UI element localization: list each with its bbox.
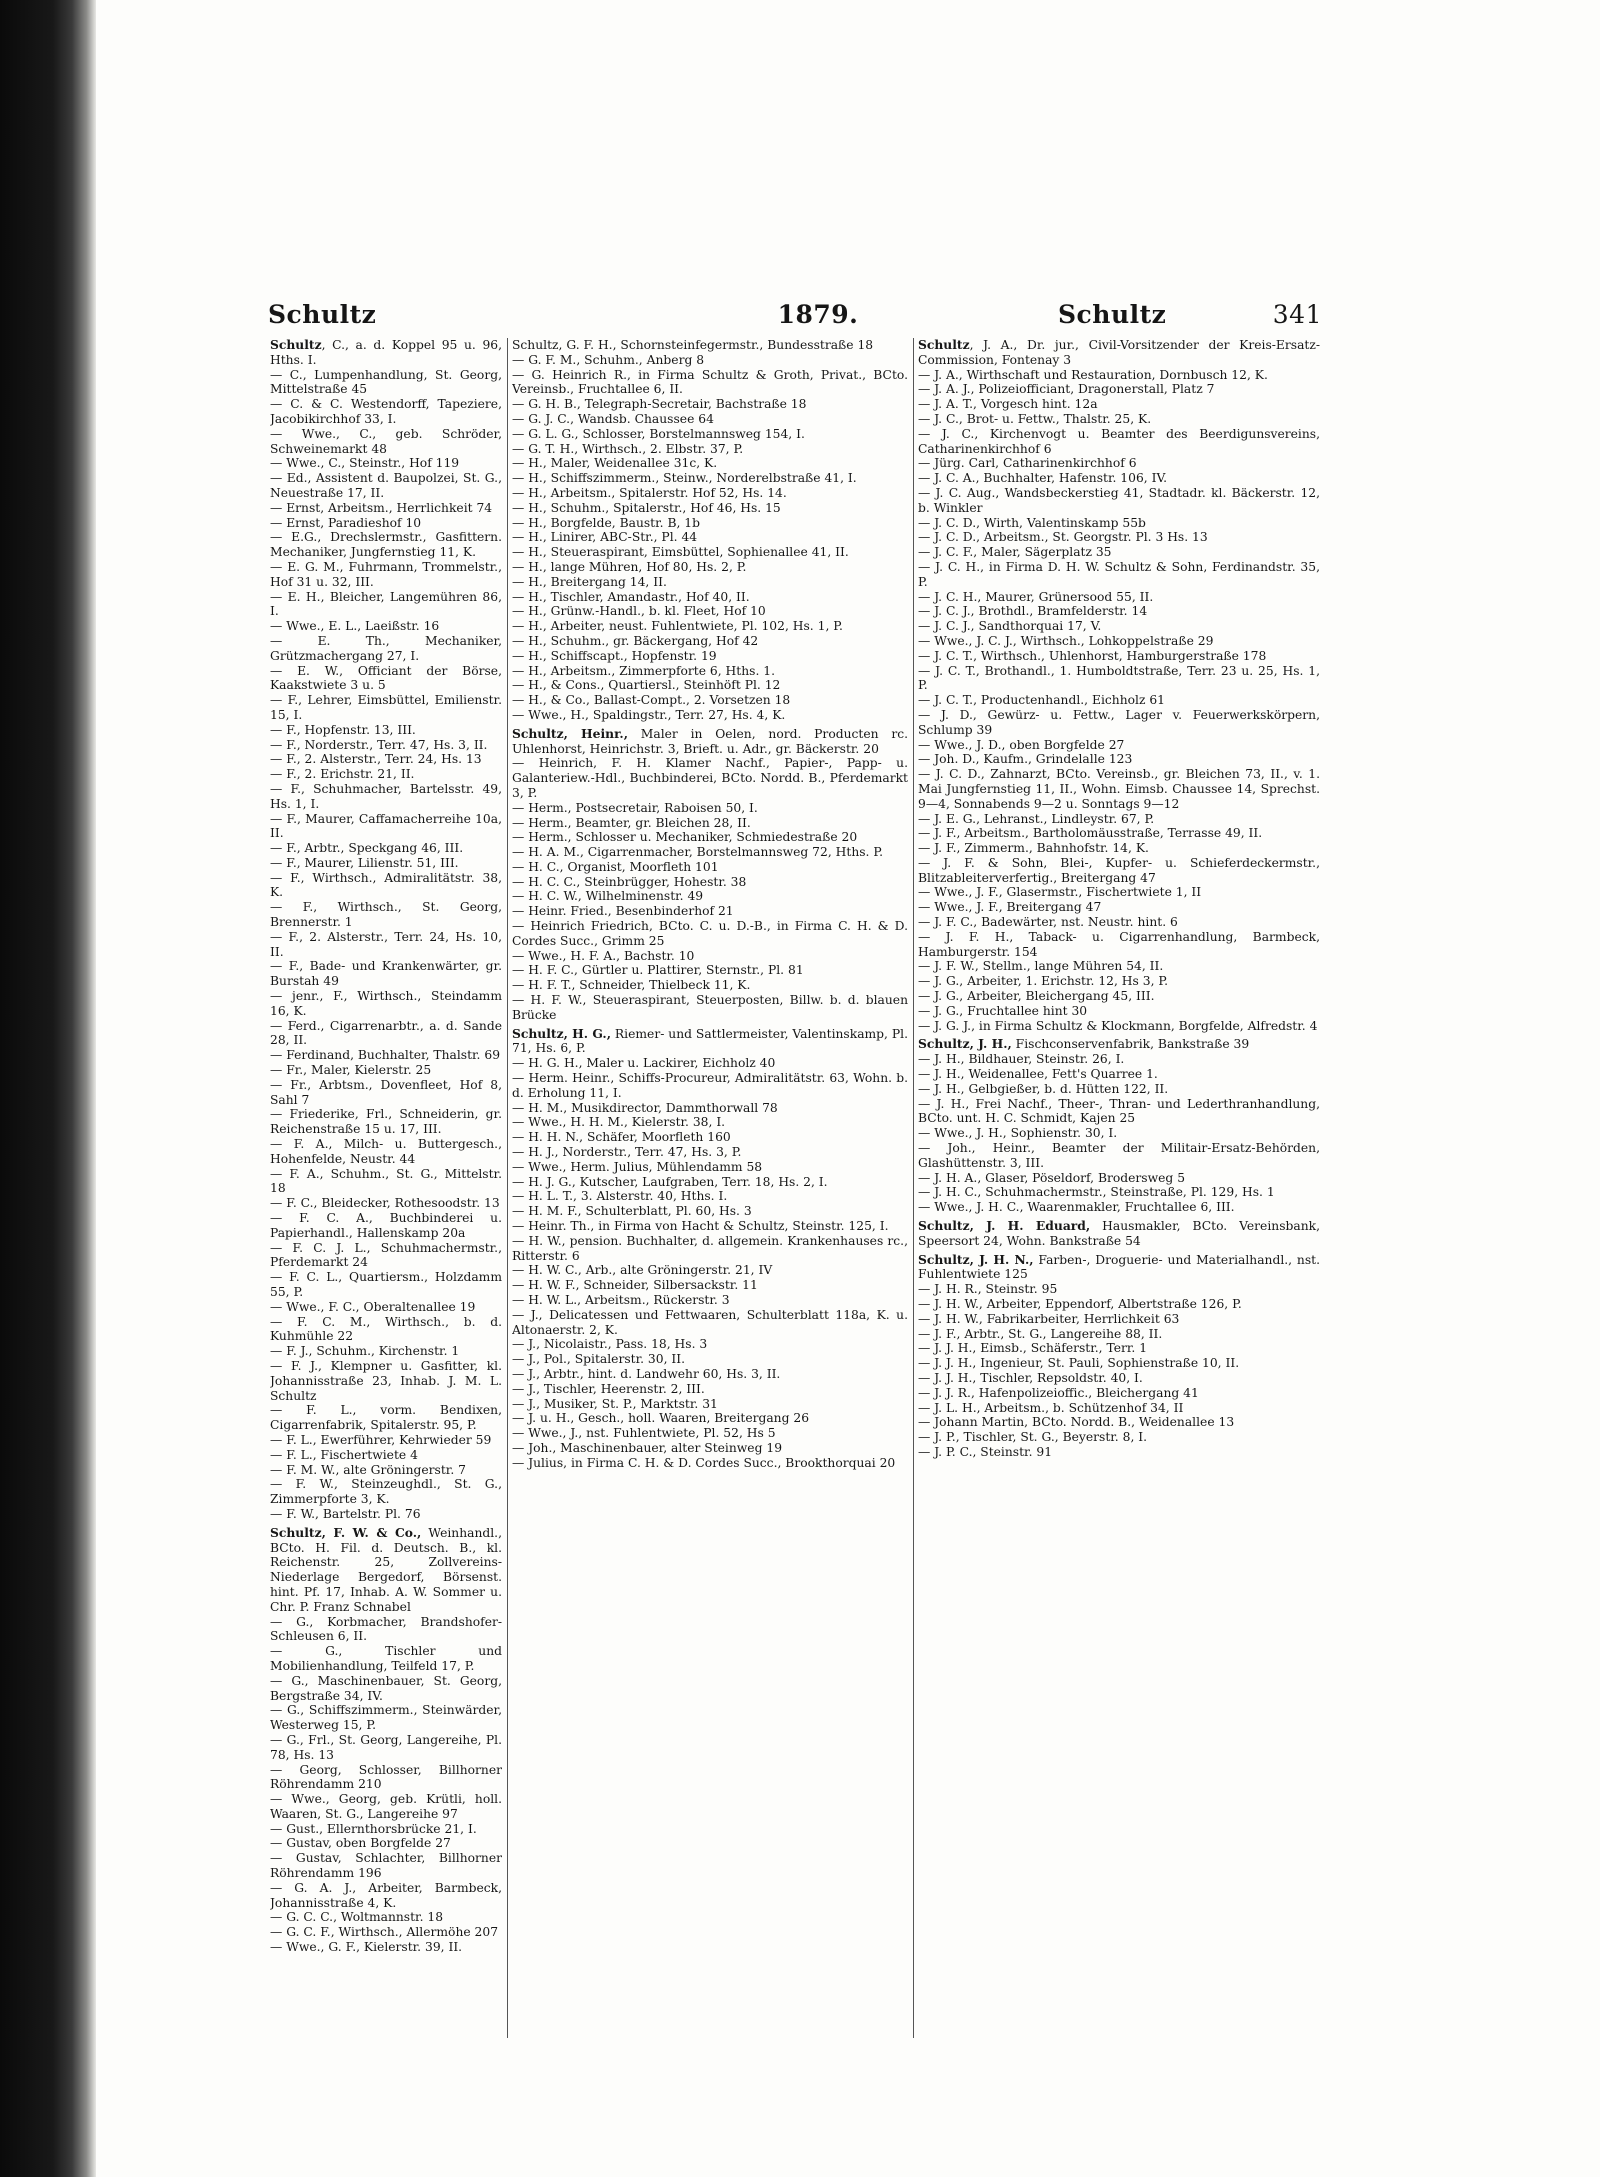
directory-entry: — Heinrich, F. H. Klamer Nachf., Papier-, Papp- u. Galanteriew.-Hdl., Buchbinderei, BCto. Nordd. B., Pferdemarkt 3, P. bbox=[512, 756, 908, 800]
directory-entry: — E. W., Officiant der Börse, Kaakstwiete 3 u. 5 bbox=[270, 663, 502, 693]
directory-entry: — F., Norderstr., Terr. 47, Hs. 3, II. bbox=[270, 737, 488, 752]
directory-entry: — F. J., Schuhm., Kirchenstr. 1 bbox=[270, 1344, 460, 1359]
directory-entry: — G. A. J., Arbeiter, Barmbeck, Johannisstraße 4, K. bbox=[270, 1880, 502, 1910]
directory-entry: — J., Delicatessen und Fettwaaren, Schulterblatt 118a, K. u. Altonaerstr. 2, K. bbox=[512, 1307, 908, 1337]
directory-entry: — J. F., Zimmerm., Bahnhofstr. 14, K. bbox=[918, 841, 1149, 856]
directory-entry: — J. H., Bildhauer, Steinstr. 26, I. bbox=[918, 1052, 1125, 1067]
directory-entry: Schultz, G. F. H., Schornsteinfegermstr., Bundesstraße 18 bbox=[512, 338, 874, 352]
directory-entry: — F., Arbtr., Speckgang 46, III. bbox=[270, 841, 464, 856]
directory-entry: — G. T. H., Wirthsch., 2. Elbstr. 37, P. bbox=[512, 441, 744, 456]
directory-entry: — J., Musiker, St. P., Marktstr. 31 bbox=[512, 1396, 718, 1411]
directory-entry: — Gustav, oben Borgfelde 27 bbox=[270, 1836, 451, 1851]
directory-entry: — J. C. H., Maurer, Grünersood 55, II. bbox=[918, 589, 1154, 604]
directory-entry: — F. L., Fischertwiete 4 bbox=[270, 1447, 418, 1462]
directory-entry: — Heinr. Fried., Besenbinderhof 21 bbox=[512, 904, 734, 919]
directory-entry: — J. G. J., in Firma Schultz & Klockmann, Borgfelde, Alfredstr. 4 bbox=[918, 1018, 1318, 1033]
directory-entry: — G., Schiffszimmerm., Steinwärder, Westerweg 15, P. bbox=[270, 1703, 502, 1733]
directory-entry: — J. J. H., Tischler, Repsoldstr. 40, I. bbox=[918, 1370, 1143, 1385]
directory-entry: — H., Maler, Weidenallee 31c, K. bbox=[512, 456, 718, 471]
directory-entry: — J. C. T., Wirthsch., Uhlenhorst, Hamburgerstraße 178 bbox=[918, 648, 1267, 663]
directory-entry: Schultz, J. H. Eduard, Hausmakler, BCto. Vereinsbank, Speersort 24, Wohn. Bankstraße 54 bbox=[918, 1218, 1320, 1248]
directory-entry: — J. J. H., Ingenieur, St. Pauli, Sophienstraße 10, II. bbox=[918, 1356, 1240, 1371]
directory-entry: — F., Maurer, Lilienstr. 51, III. bbox=[270, 855, 459, 870]
directory-entry: — J. A., Wirthschaft und Restauration, Dornbusch 12, K. bbox=[918, 367, 1268, 382]
page-number: 341 bbox=[1272, 300, 1322, 329]
directory-entry: — H., Schuhm., gr. Bäckergang, Hof 42 bbox=[512, 633, 759, 648]
directory-entry: — Wwe., C., Steinstr., Hof 119 bbox=[270, 456, 460, 471]
directory-entry: — F., 2. Alsterstr., Terr. 24, Hs. 10, II. bbox=[270, 929, 502, 959]
directory-entry: — H. C., Organist, Moorfleth 101 bbox=[512, 859, 719, 874]
directory-entry: Schultz, J. A., Dr. jur., Civil-Vorsitzender der Kreis-Ersatz-Commission, Fontenay 3 bbox=[918, 338, 1320, 367]
directory-entry: — H. F. T., Schneider, Thielbeck 11, K. bbox=[512, 978, 751, 993]
directory-entry: — J. H. W., Fabrikarbeiter, Herrlichkeit 63 bbox=[918, 1311, 1180, 1326]
directory-entry: — G. C. F., Wirthsch., Allermöhe 207 bbox=[270, 1925, 499, 1940]
directory-entry: — G., Tischler und Mobilienhandlung, Teilfeld 17, P. bbox=[270, 1644, 502, 1673]
column-rule bbox=[507, 338, 508, 2038]
directory-entry: — Joh., Heinr., Beamter der Militair-Ersatz-Behörden, Glashüttenstr. 3, III. bbox=[918, 1141, 1320, 1170]
directory-entry: — H., Arbeitsm., Zimmerpforte 6, Hths. 1. bbox=[512, 663, 776, 678]
directory-entry: — H. M. F., Schulterblatt, Pl. 60, Hs. 3 bbox=[512, 1204, 752, 1219]
directory-entry: — Joh., Maschinenbauer, alter Steinweg 19 bbox=[512, 1440, 783, 1455]
directory-entry: — F., Bade- und Krankenwärter, gr. Burstah 49 bbox=[270, 959, 502, 989]
directory-entry: — Wwe., H. F. A., Bachstr. 10 bbox=[512, 948, 695, 963]
directory-entry: — J. H., Frei Nachf., Theer-, Thran- und Lederthranhandlung, BCto. unt. H. C. Schmidt, Kajen 25 bbox=[918, 1096, 1320, 1126]
directory-entry: — J. C. A., Buchhalter, Hafenstr. 106, IV. bbox=[918, 471, 1168, 486]
directory-entry: — Wwe., Herm. Julius, Mühlendamm 58 bbox=[512, 1159, 763, 1174]
directory-entry: — Herm. Heinr., Schiffs-Procureur, Admiralitätstr. 63, Wohn. b. d. Erholung 11, I. bbox=[512, 1071, 908, 1100]
directory-entry: — Ernst, Paradieshof 10 bbox=[270, 515, 422, 530]
directory-entry: — J., Tischler, Heerenstr. 2, III. bbox=[512, 1381, 705, 1396]
directory-entry: — Heinr. Th., in Firma von Hacht & Schultz, Steinstr. 125, I. bbox=[512, 1219, 889, 1234]
directory-entry: — J. G., Arbeiter, Bleichergang 45, III. bbox=[918, 989, 1155, 1004]
directory-entry: — H. M., Musikdirector, Dammthorwall 78 bbox=[512, 1100, 778, 1115]
directory-entry: — H., Grünw.-Handl., b. kl. Fleet, Hof 10 bbox=[512, 604, 766, 619]
directory-entry: Schultz, J. H., Fischconservenfabrik, Bankstraße 39 bbox=[918, 1036, 1250, 1052]
column-rule bbox=[913, 338, 914, 2038]
directory-entry: — Gustav, Schlachter, Billhorner Röhrendamm 196 bbox=[270, 1851, 502, 1881]
directory-entry: — H., Steueraspirant, Eimsbüttel, Sophienallee 41, II. bbox=[512, 545, 849, 560]
directory-entry: — Heinrich Friedrich, BCto. C. u. D.-B., in Firma C. H. & D. Cordes Succ., Grimm 25 bbox=[512, 919, 908, 948]
directory-entry: — J. P. C., Steinstr. 91 bbox=[918, 1444, 1053, 1459]
directory-entry: — Fr., Maler, Kielerstr. 25 bbox=[270, 1063, 432, 1078]
directory-entry: — J. C. Aug., Wandsbeckerstieg 41, Stadtadr. kl. Bäckerstr. 12, b. Winkler bbox=[918, 485, 1320, 515]
directory-entry: — H. F. W., Steueraspirant, Steuerposten, Billw. b. d. blauen Brücke bbox=[512, 993, 908, 1022]
directory-entry: — G., Frl., St. Georg, Langereihe, Pl. 78, Hs. 13 bbox=[270, 1732, 502, 1762]
directory-entry: — C., Lumpenhandlung, St. Georg, Mittelstraße 45 bbox=[270, 367, 502, 397]
directory-entry: — Herm., Postsecretair, Raboisen 50, I. bbox=[512, 800, 758, 815]
directory-entry: — H., Arbeitsm., Spitalerstr. Hof 52, Hs. 14. bbox=[512, 485, 787, 500]
directory-entry: — H. F. C., Gürtler u. Plattirer, Sternstr., Pl. 81 bbox=[512, 963, 804, 978]
page-header bbox=[268, 300, 1322, 334]
directory-entry: — F. L., Ewerführer, Kehrwieder 59 bbox=[270, 1432, 492, 1447]
directory-entry: — E. G. M., Fuhrmann, Trommelstr., Hof 31 u. 32, III. bbox=[270, 559, 502, 589]
directory-entry: — H. H. N., Schäfer, Moorfleth 160 bbox=[512, 1130, 731, 1145]
directory-entry: — H., & Cons., Quartiersl., Steinhöft Pl. 12 bbox=[512, 678, 781, 693]
directory-entry: — J. G., Arbeiter, 1. Erichstr. 12, Hs 3, P. bbox=[918, 974, 1169, 989]
directory-entry: Schultz, F. W. & Co., Weinhandl., BCto. H. Fil. d. Deutsch. B., kl. Reichenstr. 25, Zollvereins-Niederlage Bergedorf, Börsenst. hint. Pf. 17, Inhab. A. W. Sommer u. Chr. P. Franz Schnabel bbox=[270, 1524, 502, 1614]
directory-entry: — G., Korbmacher, Brandshofer-Schleusen 6, II. bbox=[270, 1614, 502, 1644]
directory-entry: — J. F. & Sohn, Blei-, Kupfer- u. Schieferdeckermstr., Blitzableiterverfertig., Breitergang 47 bbox=[918, 855, 1320, 885]
directory-entry: — Wwe., E. L., Laeißstr. 16 bbox=[270, 619, 440, 634]
directory-entry: — H. C. W., Wilhelminenstr. 49 bbox=[512, 889, 704, 904]
directory-entry: — H. W., pension. Buchhalter, d. allgemein. Krankenhauses rc., Ritterstr. 6 bbox=[512, 1233, 908, 1263]
directory-entry: — Wwe., J. F., Breitergang 47 bbox=[918, 900, 1102, 915]
directory-entry: — J. C. T., Productenhandl., Eichholz 61 bbox=[918, 693, 1165, 708]
directory-entry: — G. L. G., Schlosser, Borstelmannsweg 154, I. bbox=[512, 426, 805, 441]
directory-entry: — J. J. R., Hafenpolizeioffic., Bleichergang 41 bbox=[918, 1385, 1199, 1400]
directory-entry: — H. A. M., Cigarrenmacher, Borstelmannsweg 72, Hths. P. bbox=[512, 845, 884, 860]
directory-entry: — E. Th., Mechaniker, Grützmachergang 27, I. bbox=[270, 633, 502, 663]
directory-entry: — H., Schiffszimmerm., Steinw., Norderelbstraße 41, I. bbox=[512, 471, 857, 486]
directory-entry: — Ferd., Cigarrenarbtr., a. d. Sande 28, II. bbox=[270, 1018, 502, 1048]
directory-entry: — F., Wirthsch., St. Georg, Brennerstr. 1 bbox=[270, 900, 502, 930]
directory-entry: — J. C. J., Sandthorquai 17, V. bbox=[918, 619, 1102, 634]
directory-entry: — H., & Co., Ballast-Compt., 2. Vorsetzen 18 bbox=[512, 693, 791, 708]
directory-entry: — J. C. D., Arbeitsm., St. Georgstr. Pl. 3 Hs. 13 bbox=[918, 530, 1208, 545]
directory-entry: — J. F. W., Stellm., lange Mühren 54, II. bbox=[918, 959, 1164, 974]
directory-entry: — F. M. W., alte Gröningerstr. 7 bbox=[270, 1462, 466, 1477]
directory-entry: — J. H. W., Arbeiter, Eppendorf, Albertstraße 126, P. bbox=[918, 1297, 1242, 1311]
directory-entry: — Gust., Ellernthorsbrücke 21, I. bbox=[270, 1821, 477, 1836]
directory-entry: — F., Hopfenstr. 13, III. bbox=[270, 722, 416, 737]
directory-entry: — J. A. J., Polizeiofficiant, Dragonerstall, Platz 7 bbox=[918, 382, 1215, 397]
directory-entry: Schultz, C., a. d. Koppel 95 u. 96, Hths. I. bbox=[270, 338, 502, 367]
directory-entry: — J. u. H., Gesch., holl. Waaren, Breitergang 26 bbox=[512, 1411, 810, 1426]
directory-entry: — F., Schuhmacher, Bartelsstr. 49, Hs. 1, I. bbox=[270, 781, 502, 811]
directory-entry: — J. J. H., Eimsb., Schäferstr., Terr. 1 bbox=[918, 1341, 1148, 1356]
directory-entry: — J. G., Fruchtallee hint 30 bbox=[918, 1003, 1088, 1018]
directory-entry: — H. W. F., Schneider, Silbersackstr. 11 bbox=[512, 1278, 758, 1293]
directory-entry: — J. H. R., Steinstr. 95 bbox=[918, 1282, 1058, 1297]
directory-entry: — J. C., Kirchenvogt u. Beamter des Beerdigunsvereins, Catharinenkirchhof 6 bbox=[918, 426, 1320, 456]
directory-entry: — J. F. H., Taback- u. Cigarrenhandlung, Barmbeck, Hamburgerstr. 154 bbox=[918, 929, 1320, 959]
directory-entry: — E. H., Bleicher, Langemühren 86, I. bbox=[270, 589, 502, 619]
directory-entry: Schultz, H. G., Riemer- und Sattlermeister, Valentinskamp, Pl. 71, Hs. 6, P. bbox=[512, 1025, 908, 1056]
directory-entry: — H. J. G., Kutscher, Laufgraben, Terr. 18, Hs. 2, I. bbox=[512, 1174, 828, 1189]
directory-entry: — F., Lehrer, Eimsbüttel, Emilienstr. 15, I. bbox=[270, 693, 502, 722]
directory-entry: — Wwe., Georg, geb. Krütli, holl. Waaren, St. G., Langereihe 97 bbox=[270, 1792, 502, 1821]
directory-entry: — Jürg. Carl, Catharinenkirchhof 6 bbox=[918, 456, 1137, 471]
directory-entry: — J., Nicolaistr., Pass. 18, Hs. 3 bbox=[512, 1337, 708, 1352]
directory-entry: — Herm., Beamter, gr. Bleichen 28, II. bbox=[512, 815, 751, 830]
directory-entry: — Johann Martin, BCto. Nordd. B., Weidenallee 13 bbox=[918, 1415, 1235, 1430]
directory-entry: — F. C. A., Buchbinderei u. Papierhandl., Hallenskamp 20a bbox=[270, 1211, 502, 1240]
directory-entry: — G. Heinrich R., in Firma Schultz & Groth, Privat., BCto. Vereinsb., Fruchtallee 6, II. bbox=[512, 367, 908, 397]
directory-entry: — Ferdinand, Buchhalter, Thalstr. 69 bbox=[270, 1048, 501, 1063]
directory-entry: — H., Arbeiter, neust. Fuhlentwiete, Pl. 102, Hs. 1, P. bbox=[512, 619, 843, 634]
directory-entry: — F., 2. Alsterstr., Terr. 24, Hs. 13 bbox=[270, 752, 482, 767]
directory-entry: — H. W. C., Arb., alte Gröningerstr. 21, IV bbox=[512, 1263, 773, 1278]
directory-entry: — J., Arbtr., hint. d. Landwehr 60, Hs. 3, II. bbox=[512, 1366, 781, 1381]
directory-entry: — J. C. D., Zahnarzt, BCto. Vereinsb., gr. Bleichen 73, II., v. 1. Mai Jungfernstieg 11, II., Wohn. Eimsb. Chaussee 14, Sprechst. 9—4, Sonnabends 9—2 u. Sonntags 9—12 bbox=[918, 767, 1320, 811]
directory-entry: — Wwe., H., Spaldingstr., Terr. 27, Hs. 4, K. bbox=[512, 707, 786, 722]
directory-entry: — H., Linirer, ABC-Str., Pl. 44 bbox=[512, 530, 698, 545]
directory-entry: — H. G. H., Maler u. Lackirer, Eichholz 40 bbox=[512, 1056, 776, 1071]
directory-entry: — F., 2. Erichstr. 21, II. bbox=[270, 767, 415, 782]
directory-entry: — H. L. T., 3. Alsterstr. 40, Hths. I. bbox=[512, 1189, 728, 1204]
directory-entry: — Herm., Schlosser u. Mechaniker, Schmiedestraße 20 bbox=[512, 830, 858, 845]
directory-entry: — J. C. T., Brothandl., 1. Humboldtstraße, Terr. 23 u. 25, Hs. 1, P. bbox=[918, 663, 1320, 693]
directory-entry: — J. L. H., Arbeitsm., b. Schützenhof 34, II bbox=[918, 1400, 1184, 1415]
directory-entry: — F., Maurer, Caffamacherreihe 10a, II. bbox=[270, 811, 502, 841]
directory-entry: — Joh. D., Kaufm., Grindelalle 123 bbox=[918, 752, 1133, 767]
column-3 bbox=[918, 338, 1320, 2058]
directory-entry: Schultz, J. H. N., Farben-, Droguerie- und Materialhandl., nst. Fuhlentwiete 125 bbox=[918, 1251, 1320, 1282]
directory-entry: — J., Pol., Spitalerstr. 30, II. bbox=[512, 1352, 686, 1367]
directory-entry: — H. W. L., Arbeitsm., Rückerstr. 3 bbox=[512, 1293, 730, 1307]
directory-entry: — H., Schiffscapt., Hopfenstr. 19 bbox=[512, 648, 717, 663]
directory-entry: — F., Wirthsch., Admiralitätstr. 38, K. bbox=[270, 870, 502, 900]
directory-entry: — Wwe., F. C., Oberaltenallee 19 bbox=[270, 1299, 476, 1314]
directory-entry: — Julius, in Firma C. H. & D. Cordes Succ., Brookthorquai 20 bbox=[512, 1455, 896, 1470]
directory-entry: — J. C. D., Wirth, Valentinskamp 55b bbox=[918, 515, 1146, 530]
directory-entry: — G. F. M., Schuhm., Anberg 8 bbox=[512, 352, 705, 367]
directory-entry: — E.G., Drechslermstr., Gasfittern. Mechaniker, Jungfernstieg 11, K. bbox=[270, 530, 502, 560]
directory-entry: — Wwe., C., geb. Schröder, Schweinemarkt 48 bbox=[270, 426, 502, 456]
directory-entry: — F. C. M., Wirthsch., b. d. Kuhmühle 22 bbox=[270, 1314, 502, 1344]
directory-entry: — J. F. C., Badewärter, nst. Neustr. hint. 6 bbox=[918, 915, 1178, 930]
directory-entry: — F. C. L., Quartiersm., Holzdamm 55, P. bbox=[270, 1270, 502, 1299]
directory-entry: — J. F., Arbeitsm., Bartholomäusstraße, Terrasse 49, II. bbox=[918, 826, 1263, 841]
directory-entry: — H., Borgfelde, Baustr. B, 1b bbox=[512, 515, 701, 530]
directory-entry: — F. A., Schuhm., St. G., Mittelstr. 18 bbox=[270, 1166, 502, 1196]
header-year: 1879. bbox=[777, 300, 859, 329]
directory-entry: — Wwe., G. F., Kielerstr. 39, II. bbox=[270, 1940, 463, 1955]
directory-entry: — G. C. C., Woltmannstr. 18 bbox=[270, 1910, 444, 1925]
book-spine-shadow bbox=[0, 0, 96, 2177]
directory-entry: — J. C., Brot- u. Fettw., Thalstr. 25, K. bbox=[918, 411, 1152, 426]
directory-entry: — F. W., Bartelstr. Pl. 76 bbox=[270, 1506, 421, 1521]
directory-entry: — J. C. J., Brothdl., Bramfelderstr. 14 bbox=[918, 604, 1148, 619]
directory-entry: — Wwe., J. C. J., Wirthsch., Lohkoppelstraße 29 bbox=[918, 633, 1214, 648]
header-right-keyword: Schultz bbox=[1058, 300, 1167, 329]
directory-entry: — J. H., Weidenallee, Fett's Quarree 1. bbox=[918, 1067, 1158, 1082]
directory-entry: — F. C. J. L., Schuhmachermstr., Pferdemarkt 24 bbox=[270, 1240, 502, 1270]
directory-entry: — G. H. B., Telegraph-Secretair, Bachstraße 18 bbox=[512, 397, 807, 412]
directory-entry: — J. H., Gelbgießer, b. d. Hütten 122, II. bbox=[918, 1081, 1169, 1096]
directory-entry: Schultz, Heinr., Maler in Oelen, nord. Producten rc. Uhlenhorst, Heinrichstr. 3, Brieft. u. Adr., gr. Bäckerstr. 20 bbox=[512, 725, 908, 756]
directory-entry: — Wwe., H. H. M., Kielerstr. 38, I. bbox=[512, 1115, 726, 1130]
directory-entry: — Wwe., J. H., Sophienstr. 30, I. bbox=[918, 1126, 1118, 1141]
directory-entry: — F. J., Klempner u. Gasfitter, kl. Johannisstraße 23, Inhab. J. M. L. Schultz bbox=[270, 1358, 502, 1403]
directory-entry: — J. C. F., Maler, Sägerplatz 35 bbox=[918, 545, 1112, 560]
directory-entry: — H., Breitergang 14, II. bbox=[512, 574, 667, 589]
directory-entry: — C. & C. Westendorff, Tapeziere, Jacobikirchhof 33, I. bbox=[270, 397, 502, 426]
directory-entry: — J. H. A., Glaser, Pöseldorf, Brodersweg 5 bbox=[918, 1170, 1186, 1185]
directory-entry: — J. P., Tischler, St. G., Beyerstr. 8, I. bbox=[918, 1430, 1148, 1445]
directory-entry: — Friederike, Frl., Schneiderin, gr. Reichenstraße 15 u. 17, III. bbox=[270, 1107, 502, 1137]
directory-entry: — H., lange Mühren, Hof 80, Hs. 2, P. bbox=[512, 559, 747, 574]
directory-entry: — F. C., Bleidecker, Rothesoodstr. 13 bbox=[270, 1196, 500, 1211]
directory-entry: — Wwe., J. H. C., Waarenmakler, Fruchtallee 6, III. bbox=[918, 1200, 1235, 1215]
directory-entry: — Wwe., J. D., oben Borgfelde 27 bbox=[918, 737, 1125, 752]
directory-entry: — F. W., Steinzeughdl., St. G., Zimmerpforte 3, K. bbox=[270, 1477, 502, 1507]
directory-entry: — Wwe., J., nst. Fuhlentwiete, Pl. 52, Hs 5 bbox=[512, 1426, 776, 1441]
directory-entry: — H. C. C., Steinbrügger, Hohestr. 38 bbox=[512, 874, 747, 889]
directory-entry: — Ed., Assistent d. Baupolzei, St. G., Neuestraße 17, II. bbox=[270, 471, 502, 500]
directory-entry: — J. E. G., Lehranst., Lindleystr. 67, P. bbox=[918, 811, 1155, 826]
directory-entry: — F. L., vorm. Bendixen, Cigarrenfabrik, Spitalerstr. 95, P. bbox=[270, 1403, 502, 1433]
directory-entry: — Wwe., J. F., Glasermstr., Fischertwiete 1, II bbox=[918, 885, 1202, 900]
directory-entry: — J. D., Gewürz- u. Fettw., Lager v. Feuerwerkskörpern, Schlump 39 bbox=[918, 707, 1320, 737]
directory-entry: — Ernst, Arbeitsm., Herrlichkeit 74 bbox=[270, 500, 493, 515]
directory-entry: — H., Tischler, Amandastr., Hof 40, II. bbox=[512, 589, 750, 604]
directory-entry: — J. C. H., in Firma D. H. W. Schultz & Sohn, Ferdinandstr. 35, P. bbox=[918, 559, 1320, 589]
directory-entry: — J. A. T., Vorgesch hint. 12a bbox=[918, 397, 1098, 412]
header-left-keyword: Schultz bbox=[268, 300, 377, 329]
directory-entry: — Fr., Arbtsm., Dovenfleet, Hof 8, Sahl 7 bbox=[270, 1077, 502, 1107]
directory-entry: — F. A., Milch- u. Buttergesch., Hohenfelde, Neustr. 44 bbox=[270, 1137, 502, 1166]
directory-entry: — G., Maschinenbauer, St. Georg, Bergstraße 34, IV. bbox=[270, 1673, 502, 1703]
directory-entry: — jenr., F., Wirthsch., Steindamm 16, K. bbox=[270, 989, 502, 1018]
column-2 bbox=[512, 338, 908, 2058]
directory-entry: — H., Schuhm., Spitalerstr., Hof 46, Hs. 15 bbox=[512, 500, 781, 515]
directory-entry: — Georg, Schlosser, Billhorner Röhrendamm 210 bbox=[270, 1762, 502, 1792]
directory-entry: — J. H. C., Schuhmachermstr., Steinstraße, Pl. 129, Hs. 1 bbox=[918, 1185, 1275, 1200]
directory-entry: — G. J. C., Wandsb. Chaussee 64 bbox=[512, 411, 714, 426]
column-1 bbox=[270, 338, 502, 2058]
directory-entry: — H. J., Norderstr., Terr. 47, Hs. 3, P. bbox=[512, 1145, 742, 1160]
directory-entry: — J. F., Arbtr., St. G., Langereihe 88, II. bbox=[918, 1326, 1163, 1341]
